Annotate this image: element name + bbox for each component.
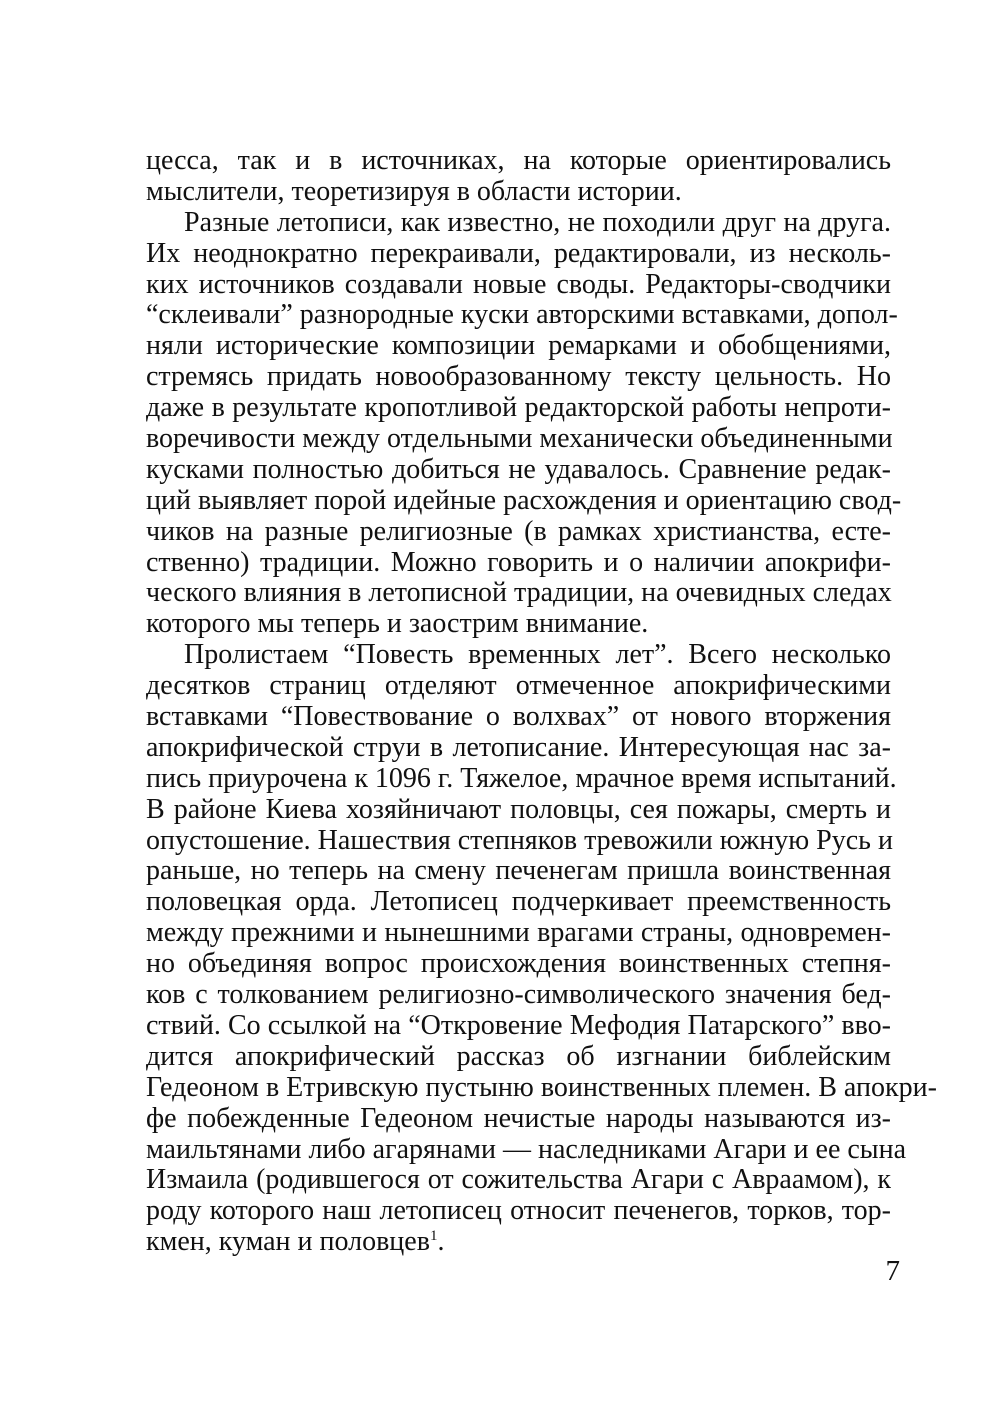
text-line: мыслители, теоретизируя в области истории.: [146, 175, 682, 207]
text-line: роду которого наш летописец относит печенегов, торков, тор-: [146, 1195, 891, 1227]
text-line: цесса, так и в источниках, на которые ориентировались: [146, 145, 891, 176]
body-text: [146, 145, 937, 1258]
text-line: вставками “Повествование о волхвах” от нового вторжения: [146, 701, 891, 733]
text-line: Измаила (родившегося от сожительства Агари с Авраамом), к: [146, 1164, 891, 1196]
text-line: ких источников создавали новые своды. Редакторы-сводчики: [146, 268, 891, 300]
text-line: апокрифической струи в летописание. Интересующая нас за-: [146, 731, 891, 763]
paragraph-start-line: Пролистаем “Повесть временных лет”. Всего несколько: [184, 639, 891, 671]
text-line: десятков страниц отделяют отмеченное апокрифическими: [146, 670, 891, 702]
text-line: стремясь придать новообразованному тексту цельность. Но: [146, 361, 891, 393]
text-line: воречивости между отдельными механически объединенными: [146, 423, 893, 455]
page-number: 7: [885, 1255, 900, 1287]
text-line: Их неоднократно перекраивали, редактировали, из несколь-: [146, 237, 891, 269]
text-line: чиков на разные религиозные (в рамках христианства, есте-: [146, 515, 891, 547]
text-line: раньше, но теперь на смену печенегам пришла воинственная: [146, 855, 891, 887]
text-line: кусками полностью добиться не удавалось. Сравнение редак-: [146, 453, 891, 485]
text-line: половецкая орда. Летописец подчеркивает преемственность: [146, 886, 891, 918]
text-line: ственно) традиции. Можно говорить и о наличии апокрифи-: [146, 546, 891, 578]
paragraph-start-line: Разные летописи, как известно, не походили друг на друга.: [184, 206, 891, 238]
text-line: Гедеоном в Етривскую пустыню воинственных племен. В апокри-: [146, 1071, 937, 1103]
text-line: няли исторические композиции ремарками и обобщениями,: [146, 330, 891, 362]
text-line: ческого влияния в летописной традиции, на очевидных следах: [146, 577, 892, 609]
text-line: ков с толкованием религиозно-символического значения бед-: [146, 979, 891, 1011]
text-line: но объединяя вопрос происхождения воинственных степня-: [146, 948, 891, 980]
text-line: пись приурочена к 1096 г. Тяжелое, мрачное время испытаний.: [146, 762, 897, 794]
text-line: “склеивали” разнородные куски авторскими вставками, допол-: [146, 299, 898, 331]
text-line: даже в результате кропотливой редакторской работы непроти-: [146, 392, 891, 424]
text-line: ствий. Со ссылкой на “Откровение Мефодия Патарского” вво-: [146, 1009, 891, 1041]
text-line: ций выявляет порой идейные расхождения и ориентацию свод-: [146, 484, 902, 516]
text-line: которого мы теперь и заострим внимание.: [146, 608, 649, 640]
text-line: дится апокрифический рассказ об изгнании библейским: [146, 1040, 891, 1072]
text-line: опустошение. Нашествия степняков тревожили южную Русь и: [146, 824, 893, 856]
text-line: В районе Киева хозяйничают половцы, сея пожары, смерть и: [146, 793, 891, 825]
final-text-line: [146, 1227, 891, 1258]
final-text: кмен, куман и половцев: [146, 1226, 430, 1258]
text-line: между прежними и нынешними врагами страны, одновремен-: [146, 917, 891, 949]
final-punctuation: .: [437, 1226, 445, 1258]
text-line: маильтянами либо агарянами — наследниками Агари и ее сына: [146, 1133, 907, 1165]
footnote-mark[interactable]: 1: [429, 1228, 438, 1245]
text-line: фе побежденные Гедеоном нечистые народы называются из-: [146, 1102, 891, 1134]
